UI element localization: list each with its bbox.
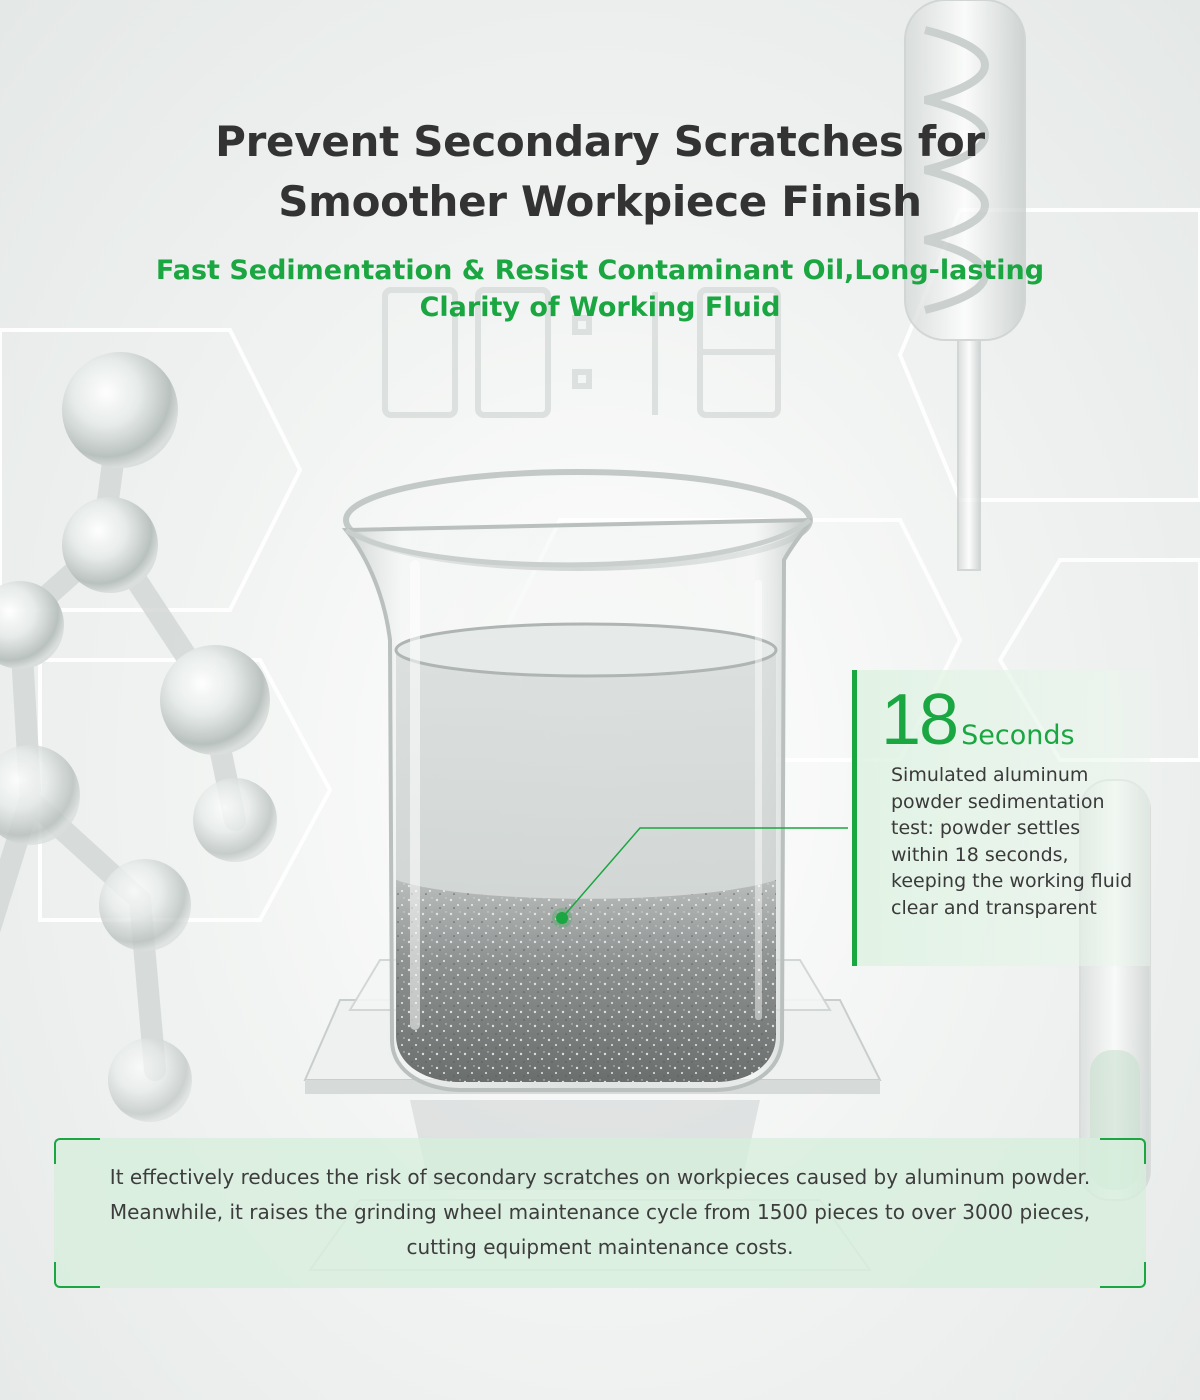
stat-unit: Seconds [961,720,1075,751]
page-subtitle-line-2: Clarity of Working Fluid [419,292,781,323]
benefit-info-box [54,1138,1146,1288]
page-title [0,112,1200,232]
benefit-description: It effectively reduces the risk of secondary scratches on workpieces caused by aluminum powder. Meanwhile, it raises the grinding wheel maintenance cycle from 1500 pieces to over 3000 pieces, cutting equipment maintenance costs. [109,1165,1091,1259]
corner-bracket-bottom-right [1100,1262,1146,1288]
stat-description: Simulated aluminum powder sedimentation test: powder settles within 18 seconds, keeping the working fluid clear and transparent [891,764,1133,919]
page-subtitle [0,252,1200,326]
page-subtitle-line-1: Fast Sedimentation & Resist Contaminant Oil,Long-lasting [155,255,1045,286]
page-title-line-1: Prevent Secondary Scratches for [215,117,985,166]
stat-value-row [881,680,1075,760]
page-title-line-2: Smoother Workpiece Finish [278,177,922,226]
stat-number: 18 [881,680,958,760]
corner-bracket-bottom-left [54,1262,100,1288]
sedimentation-stat-card [852,670,1150,966]
